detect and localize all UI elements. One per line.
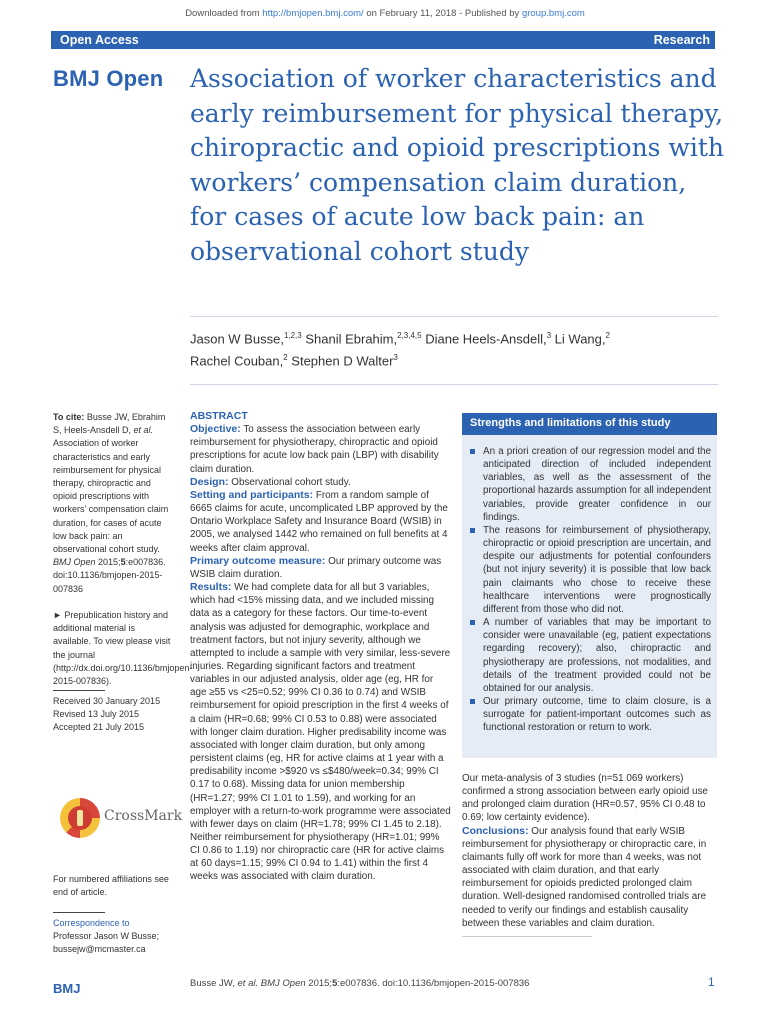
author-4: Li Wang, xyxy=(551,331,606,347)
affiliations-note: For numbered affiliations see end of article. xyxy=(53,874,169,898)
abstract-outcome xyxy=(190,555,452,581)
meta-analysis-text: Our meta-analysis of 3 studies (n=51 069 workers) confirmed a strong association between early opioid use and prolonged claim duration (HR=0.57, 95% CI 0.48 to 0.69; low certainty evidence). xyxy=(462,773,708,824)
footer-cite-journal: et al. BMJ Open xyxy=(237,978,306,989)
footer-cite-volume: 5 xyxy=(332,978,338,989)
footer-cite-authors: Busse JW, xyxy=(190,978,238,989)
abstract-results xyxy=(190,581,452,884)
author-1: Jason W Busse, xyxy=(190,331,284,347)
bmj-open-logo: BMJ Open xyxy=(53,66,164,91)
footer-cite-year: 2015; xyxy=(305,978,333,989)
strength-text: Our primary outcome, time to claim closure, is a surrogate for patient-important outcomes such as functional restoration or return to work. xyxy=(483,695,711,734)
article-title: Association of worker characteristics and early reimbursement for physical therapy, chiropractic and opioid prescriptions with workers’ compensation claim duration, for cases of acute low back pain: an observational cohort study xyxy=(190,64,724,266)
open-access-label: Open Access xyxy=(60,33,139,47)
crossmark-icon xyxy=(60,798,100,838)
title-divider xyxy=(190,316,718,317)
conclusions-text: Our analysis found that early WSIB reimbursement for physiotherapy or chiropractic care, in claimants fully off work for more than 4 weeks, was not associated with claim duration, and that early reimbursement for opioids predicted prolonged claim duration. Well-designed randomised controlled trials are needed to verify our findings and establish causality between these variables and claim duration. xyxy=(462,825,707,929)
strength-text: An a priori creation of our regression model and the anticipated direction of included independent variables, as well as the assessment of the proportional hazards assumption for all independent variables, provide greater confidence in our findings. xyxy=(483,446,711,523)
list-item xyxy=(470,616,711,695)
author-6-affil: 3 xyxy=(393,353,398,363)
author-4-affil: 2 xyxy=(605,331,610,340)
square-bullet-icon xyxy=(470,449,475,454)
strength-text: The reasons for reimbursement of physiotherapy, chiropractic or opioid prescription are uncertain, and despite our adjustments for potential confounders (but not injury severity) it is possible that low back pain claimants who chose to receive these healthcare interventions were prognostically different from those who did not. xyxy=(483,524,711,615)
cite-text-2: Association of worker characteristics and early reimbursement for physical therapy, chiropractic and opioid prescriptions with workers’ compensation claim duration, for cases of acute low back pain: an observational cohort study. xyxy=(53,438,169,555)
objective-text: To assess the association between early reimbursement for physiotherapy, chiropractic and opioid prescriptions for acute low back pain (LBP) with disability claim duration. xyxy=(190,424,439,475)
abstract-heading: ABSTRACT xyxy=(190,410,248,422)
abstract-objective xyxy=(190,423,452,476)
cite-doi: :e007836. doi:10.1136/bmjopen-2015-007836 xyxy=(53,557,166,594)
cite-label: To cite: xyxy=(53,412,85,422)
abstract-conclusions xyxy=(462,825,718,930)
setting-label: Setting and participants: xyxy=(190,488,314,501)
strength-text: A number of variables that may be important to consider were unavailable (eg, patient expectations regarding recovery); also, chiropractic and physiotherapy are professions, not modalities, and details of the treatment provided could not be obtained for our analysis. xyxy=(483,617,711,694)
crossmark-badge[interactable] xyxy=(60,796,183,842)
design-label: Design: xyxy=(190,475,229,488)
revised-date: Revised 13 July 2015 xyxy=(53,709,140,720)
correspondence-email[interactable]: bussejw@mcmaster.ca xyxy=(53,944,146,955)
strengths-box xyxy=(462,413,717,758)
correspondence-heading: Correspondence to xyxy=(53,918,130,928)
author-2: Shanil Ebrahim, xyxy=(301,331,398,347)
correspondence-block xyxy=(53,912,173,957)
crossmark-label: CrossMark xyxy=(104,808,183,824)
results-text: We had complete data for all but 3 variables, which had <15% missing data, and we included missing data as a category for these factors. Our time-to-event analysis was adjusted for demographic, workplace and treatment factors, but not injury severity, although we attempted to include a sample with very similar, less-severe injuries. Regarding significant factors and treatment variables in our adjusted analysis, older age (eg, HR for age ≥55 vs <25=0.52; 99% CI 0.36 to 0.74) and WSIB reimbursement for opioid prescription in the first 4 weeks of a claim (HR=0.68; 99% CI 0.53 to 0.88) were associated with longer claim duration. Higher predisability income was associated with longer claim duration, but only among persistent claims (eg, HR for active claims at 1 year with a predisability income >$920 vs ≤$480/week=0.34; 99% CI 0.17 to 0.68). Missing data for union membership (HR=1.27; 99% CI 1.01 to 1.59), and working for an employer with a return-to-work programme were associated with fewer days on claim (HR=1.78; 99% CI 1.45 to 2.18). Neither reimbursement for physiotherapy (HR=1.01; 99% CI 0.86 to 1.19) nor chiropractic care (HR for active claims at 60 days=1.15; 99% CI 0.94 to 1.41) within the first 4 weeks was associated with claim duration. xyxy=(190,582,451,883)
square-bullet-icon xyxy=(470,699,475,704)
download-prefix: Downloaded from xyxy=(185,8,263,19)
cite-journal: BMJ Open xyxy=(53,557,96,568)
abstract-design xyxy=(190,476,452,489)
design-text: Observational cohort study. xyxy=(228,476,351,488)
outcome-label: Primary outcome measure: xyxy=(190,554,326,567)
list-item xyxy=(470,445,711,524)
correspondence-rule xyxy=(53,912,105,913)
author-3: Diane Heels-Ansdell, xyxy=(421,331,547,347)
download-middle: on February 11, 2018 - Published by xyxy=(363,8,522,19)
authors-divider xyxy=(190,384,718,385)
citation-block xyxy=(53,411,173,596)
group-link[interactable]: group.bmj.com xyxy=(521,8,585,19)
list-item xyxy=(470,524,711,616)
cite-year: 2015; xyxy=(95,557,121,568)
journal-link[interactable]: http://bmjopen.bmj.com/ xyxy=(262,8,364,19)
strengths-title: Strengths and limitations of this study xyxy=(462,413,717,435)
page-number: 1 xyxy=(708,975,715,989)
accepted-date: Accepted 21 July 2015 xyxy=(53,722,145,733)
research-label: Research xyxy=(653,33,710,47)
footer-bmj-logo: BMJ xyxy=(53,981,81,996)
author-5: Rachel Couban, xyxy=(190,353,284,369)
author-5-affil: 2 xyxy=(283,353,288,363)
strengths-list xyxy=(462,435,717,734)
author-3-affil: 3 xyxy=(546,331,552,340)
abstract-end-rule xyxy=(462,936,592,937)
download-notice xyxy=(0,8,770,19)
footer-citation xyxy=(190,978,670,989)
conclusions-label: Conclusions: xyxy=(462,824,529,837)
results-label: Results: xyxy=(190,581,232,594)
received-date: Received 30 January 2015 xyxy=(53,696,161,706)
affiliations-block xyxy=(53,873,173,899)
cite-volume: 5 xyxy=(120,557,126,568)
prepub-block xyxy=(53,609,193,688)
square-bullet-icon xyxy=(470,528,475,533)
list-item xyxy=(470,695,711,734)
setting-text: From a random sample of 6665 claims for acute, uncomplicated LBP approved by the Ontario Workplace Safety and Insurance Board (WSIB) in 2005, we analysed 1442 who remained on full benefits at 4 weeks after claim approval. xyxy=(190,489,448,554)
author-1-affil: 1,2,3 xyxy=(283,331,302,340)
abstract-continued xyxy=(462,772,718,937)
cite-etal: et al. xyxy=(133,425,154,436)
objective-label: Objective: xyxy=(190,423,241,436)
abstract-setting xyxy=(190,489,452,555)
square-bullet-icon xyxy=(470,620,475,625)
section-bar xyxy=(51,31,715,49)
footer-cite-doi: :e007836. doi:10.1136/bmjopen-2015-007836 xyxy=(337,978,530,989)
dates-rule xyxy=(53,690,105,691)
abstract xyxy=(190,410,452,884)
outcome-text: Our primary outcome was WSIB claim duration. xyxy=(190,555,442,580)
dates-block xyxy=(53,690,173,735)
prepub-note[interactable]: ► Prepublication history and additional material is available. To view please visit the journal (http://dx.doi.org/10.1136/bmjopen-2015-007836). xyxy=(53,610,193,687)
author-list xyxy=(190,326,730,371)
correspondence-name: Professor Jason W Busse; xyxy=(53,931,160,942)
author-6: Stephen D Walter xyxy=(287,353,394,369)
author-2-affil: 2,3,4,5 xyxy=(397,331,422,340)
cite-text: Busse JW, Ebrahim S, Heels-Ansdell D, xyxy=(53,412,166,436)
